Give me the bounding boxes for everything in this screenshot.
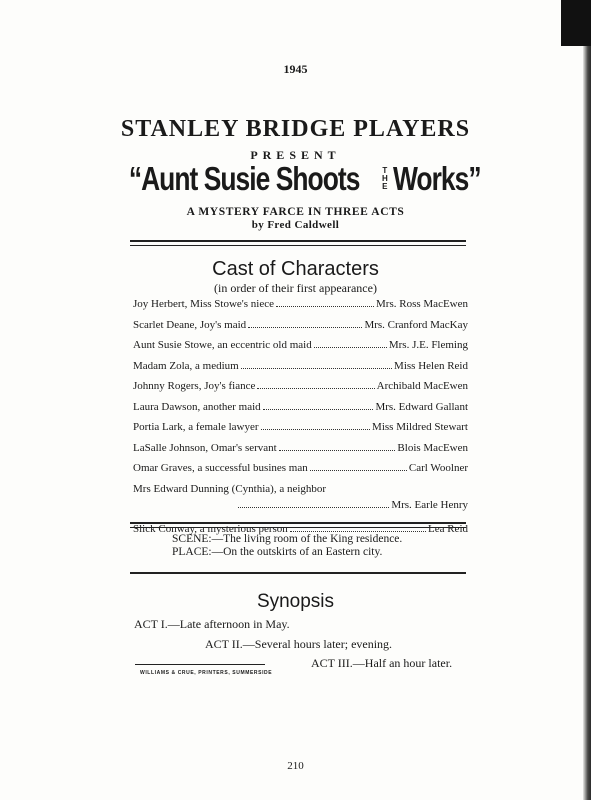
dot-leader [257, 380, 374, 389]
dot-leader [248, 319, 362, 328]
troupe-name: STANLEY BRIDGE PLAYERS [120, 116, 471, 142]
play-subtitle: A MYSTERY FARCE IN THREE ACTS [186, 206, 405, 218]
cast-row [133, 339, 468, 360]
synopsis-heading: Synopsis [256, 591, 335, 612]
cast-role: Johnny Rogers, Joy's fiance [133, 380, 256, 392]
cast-row [133, 483, 468, 517]
dot-leader [241, 360, 392, 369]
play-title-right: Works” [392, 160, 481, 197]
dot-leader [314, 339, 387, 348]
cast-actor-line [133, 499, 468, 517]
divider-rule [130, 240, 466, 246]
dot-leader [310, 462, 407, 471]
scan-corner-shadow [561, 0, 591, 46]
cast-role: LaSalle Johnson, Omar's servant [133, 441, 277, 454]
synopsis-act-3: ACT III.—Half an hour later. [311, 656, 453, 670]
printer-rule [135, 664, 265, 665]
cast-role: Aunt Susie Stowe, an eccentric old maid [133, 339, 312, 351]
inline-word-letters: T H E [381, 166, 388, 191]
cast-actor: Carl Woolner [408, 462, 468, 474]
place-line: PLACE:—On the outskirts of an Eastern city. [172, 546, 383, 558]
synopsis-act-2: ACT II.—Several hours later; evening. [205, 637, 393, 651]
cast-row [133, 360, 468, 381]
dot-leader [238, 499, 389, 508]
cast-role: Slick Conway, a mysterious person [133, 522, 288, 535]
cast-role: Scarlet Deane, Joy's maid [133, 318, 247, 331]
cast-row [133, 442, 468, 463]
cast-row [133, 421, 468, 442]
cast-row [133, 401, 468, 422]
scene-block [172, 533, 402, 559]
cast-actor: Lea Reid [427, 522, 468, 535]
cast-row [133, 462, 468, 483]
cast-actor: Mrs. Cranford MacKay [364, 318, 468, 331]
cast-actor: Mrs. Edward Gallant [375, 400, 468, 413]
cast-row [133, 298, 468, 319]
cast-actor: Blois MacEwen [397, 441, 468, 454]
cast-row [133, 380, 468, 401]
present-label: PRESENT [250, 148, 341, 162]
cast-role: Omar Graves, a successful busines man [133, 462, 308, 474]
dot-leader [263, 401, 374, 410]
play-title [0, 160, 591, 198]
cast-subheading: (in order of their first appearance) [214, 281, 377, 295]
cast-actor: Mrs. Earle Henry [391, 498, 468, 511]
dot-leader [261, 421, 371, 430]
dot-leader [276, 298, 374, 307]
dot-leader [279, 442, 396, 451]
cast-actor: Miss Helen Reid [394, 359, 468, 372]
cast-list [133, 298, 468, 543]
cast-actor: Mrs. Ross MacEwen [376, 298, 468, 310]
page-number: 210 [287, 760, 304, 772]
play-title-left: “Aunt Susie Shoots [128, 160, 360, 197]
cast-role: Madam Zola, a medium [133, 359, 239, 372]
play-author: by Fred Caldwell [251, 219, 340, 231]
cast-role: Mrs Edward Dunning (Cynthia), a neighbor [133, 482, 327, 495]
printer-credit: WILLIAMS & CRUE, PRINTERS, SUMMERSIDE [140, 670, 273, 676]
year-label: 1945 [283, 62, 308, 76]
divider-rule [130, 572, 466, 574]
cast-actor: Mrs. J.E. Fleming [388, 339, 468, 351]
divider-rule [130, 522, 466, 528]
cast-role: Joy Herbert, Miss Stowe's niece [133, 298, 274, 310]
cast-actor: Miss Mildred Stewart [372, 421, 468, 433]
play-title-inline-word [380, 167, 390, 191]
scene-line: SCENE:—The living room of the King residence. [172, 533, 403, 545]
cast-role: Portia Lark, a female lawyer [133, 421, 259, 433]
cast-row [133, 319, 468, 340]
synopsis-act-1: ACT I.—Late afternoon in May. [134, 617, 290, 631]
cast-actor: Archibald MacEwen [376, 380, 468, 392]
cast-role: Laura Dawson, another maid [133, 400, 261, 413]
cast-heading: Cast of Characters [212, 258, 379, 280]
